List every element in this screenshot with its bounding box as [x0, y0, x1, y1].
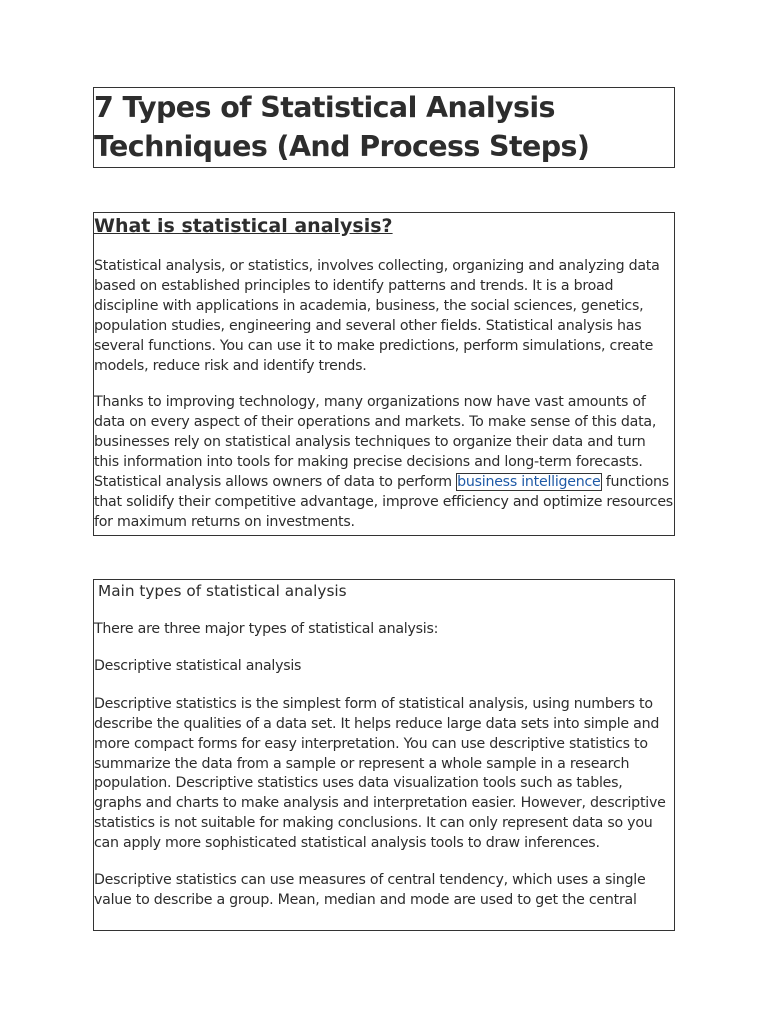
paragraph: Statistical analysis, or statistics, involves collecting, organizing and analyzing data based on established principles to identify patterns and trends. It is a broad discipline with applications in academia, business, the social sciences, genetics, population studies, engineering and several other fields. Statistical analysis has several functions. You can use it to make predictions, perform simulations, create models, reduce risk and identify trends. [94, 258, 660, 374]
section-what-is-statistical-analysis [93, 212, 675, 536]
paragraph-with-link [94, 393, 674, 532]
paragraph-text: functions that solidify their competitive advantage, improve efficiency and optimize resources for maximum returns on investments. [94, 474, 673, 530]
article-title-box [93, 87, 675, 168]
article-title: 7 Types of Statistical Analysis Techniques (And Process Steps) [94, 91, 590, 163]
intro-paragraph: There are three major types of statistical analysis: [94, 621, 439, 637]
paragraph: Descriptive statistics is the simplest form of statistical analysis, using numbers to describe the qualities of a data set. It helps reduce large data sets into simple and more compact forms for easy interpretation. You can use descriptive statistics to summarize the data from a sample or represent a whole sample in a research population. Descriptive statistics uses data visualization tools such as tables, graphs and charts to make analysis and interpretation easier. However, descriptive statistics is not suitable for making conclusions. It can only represent data so you can apply more sophisticated statistical analysis tools to draw inferences. [94, 695, 666, 852]
section-heading: Main types of statistical analysis [98, 582, 347, 600]
paragraph: Descriptive statistics can use measures of central tendency, which uses a single value to describe a group. Mean, median and mode are used to get the central [94, 872, 646, 908]
paragraph-text: Thanks to improving technology, many organizations now have vast amounts of data on every aspect of their operations and markets. To make sense of this data, businesses rely on statistical analysis techniques to organize their data and turn this information into tools for making precise decisions and long-term forecasts. Statistical analysis allows owners of data to perform [94, 394, 657, 491]
subheading: Descriptive statistical analysis [94, 657, 302, 674]
section-main-types [93, 579, 675, 931]
section-heading: What is statistical analysis? [94, 215, 393, 237]
business-intelligence-link[interactable]: business intelligence [457, 474, 601, 491]
